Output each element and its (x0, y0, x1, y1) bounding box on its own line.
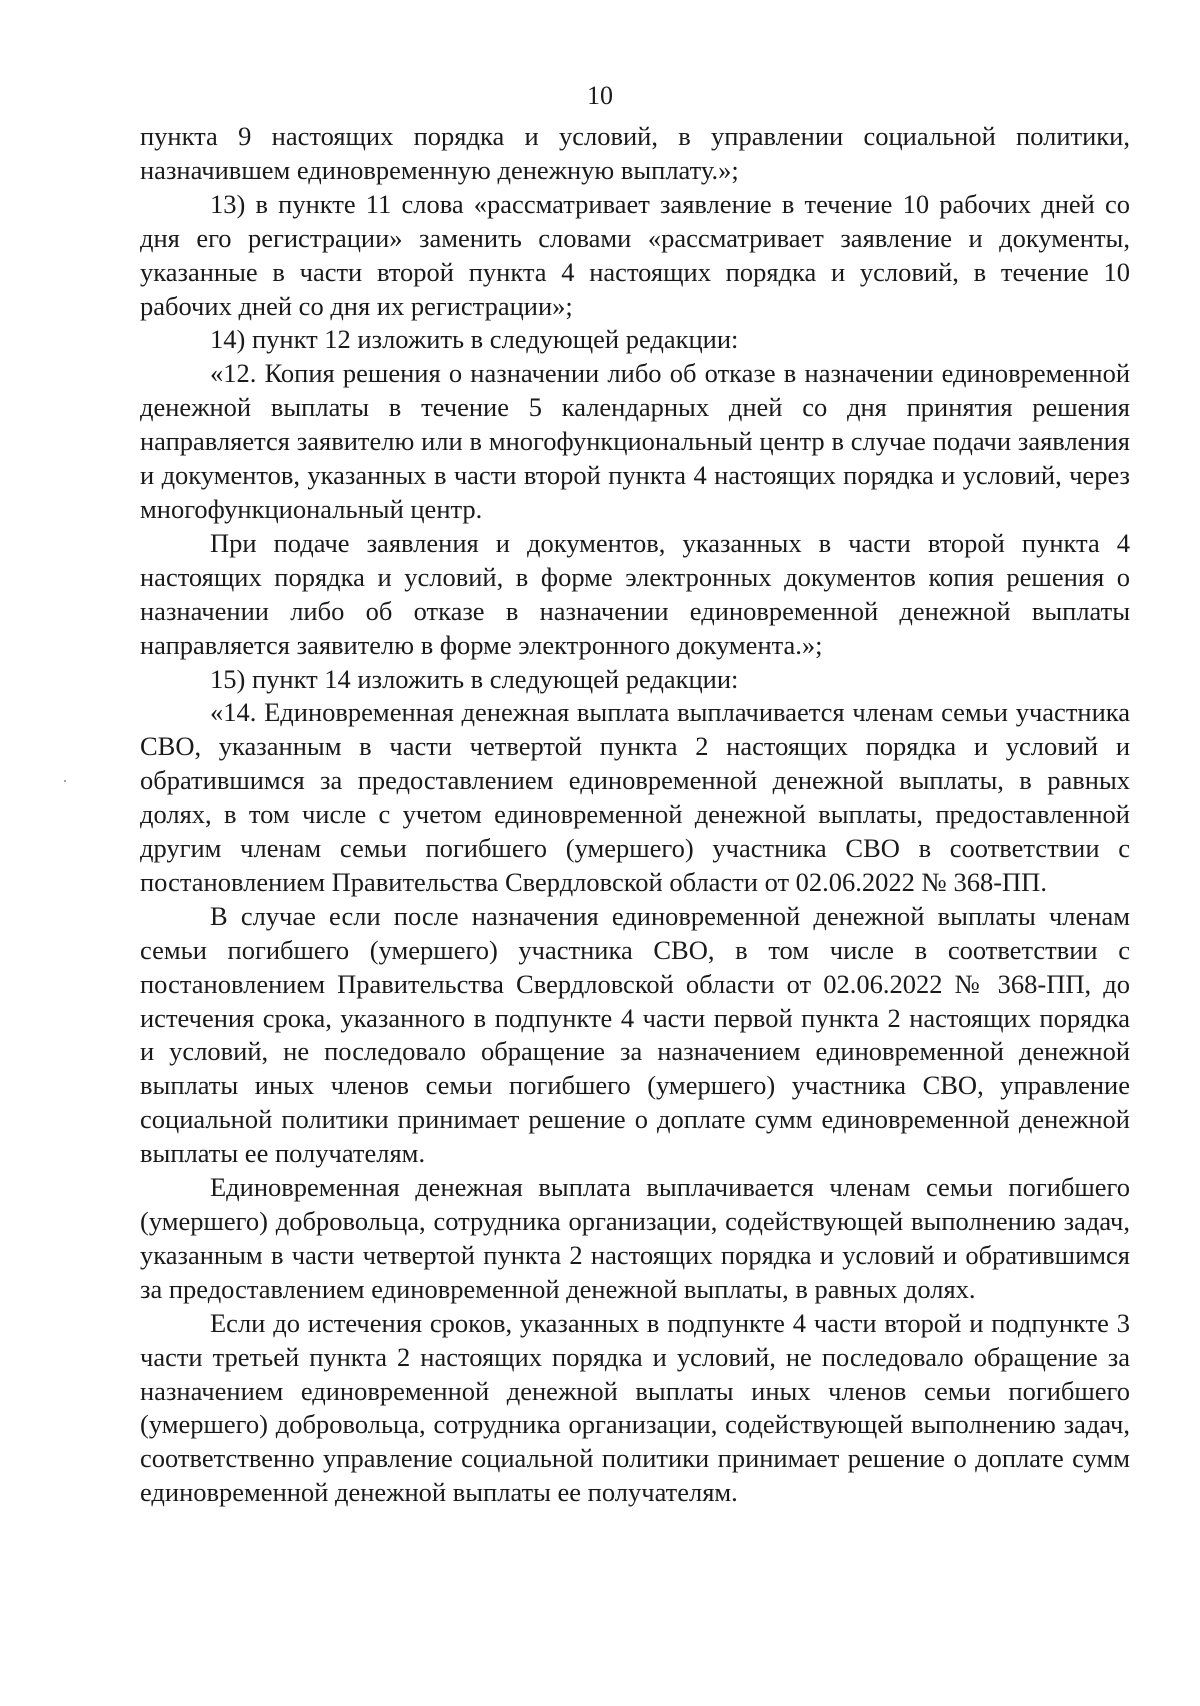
page-number: 10 (587, 81, 613, 110)
paragraph-clause-14-volunteers-surcharge: Если до истечения сроков, указанных в подпункте 4 части второй и подпункте 3 части третьей пункта 2 настоящих порядка и условий, не последовало обращение за назначением единовременной денежной выплаты иных членов семьи погибшего (умершего) добровольца, сотрудника организации, содействующей выполнению задач, соответственно управление социальной политики принимает решение о доплате сумм единовременной денежной выплаты ее получателям. (140, 1307, 1130, 1508)
paragraph-clause-12: «12. Копия решения о назначении либо об отказе в назначении единовременной денежной выплаты в течение 5 календарных дней со дня принятия решения направляется заявителю или в многофункциональный центр в случае подачи заявления и документов, указанных в части второй пункта 4 настоящих порядка и условий, через многофункциональный центр. (140, 358, 1130, 524)
paragraph-item-13: 13) в пункте 11 слова «рассматривает заявление в течение 10 рабочих дней со дня его регистрации» заменить словами «рассматривает заявление и документы, указанные в части второй пункта 4 настоящих порядка и условий, в течение 10 рабочих дней со дня их регистрации»; (140, 188, 1130, 321)
paragraph-clause-14: «14. Единовременная денежная выплата выплачивается членам семьи участника СВО, указанным в части четвертой пункта 2 настоящих порядка и условий и обратившимся за предоставлением единовременной денежной выплаты, в равных долях, в том числе с учетом единовременной денежной выплаты, предоставленной другим членам семьи погибшего (умершего) участника СВО в соответствии с постановлением Правительства Свердловской области от 02.06.2022 № 368-ПП. (140, 697, 1130, 897)
scan-speck (64, 780, 66, 782)
paragraph-continuation: пункта 9 настоящих порядка и условий, в управлении социальной политики, назначившем единовременную денежную выплату.»; (140, 121, 1130, 185)
paragraph-item-14: 14) пункт 12 изложить в следующей редакции: (210, 324, 739, 355)
paragraph-item-15: 15) пункт 14 изложить в следующей редакции: (210, 663, 739, 694)
document-body (140, 120, 1130, 1510)
paragraph-clause-14-volunteers: Единовременная денежная выплата выплачивается членам семьи погибшего (умершего) добровольца, сотрудника организации, содействующей выполнению задач, указанным в части четвертой пункта 2 настоящих порядка и условий и обратившимся за предоставлением единовременной денежной выплаты, в равных долях. (140, 1172, 1130, 1304)
paragraph-clause-14-surcharge: В случае если после назначения единовременной денежной выплаты членам семьи погибшего (умершего) участника СВО, в том числе в соответствии с постановлением Правительства Свердловской области от 02.06.2022 № 368-ПП, до истечения срока, указанного в подпункте 4 части первой пункта 2 настоящих порядка и условий, не последовало обращение за назначением единовременной денежной выплаты иных членов семьи погибшего (умершего) участника СВО, управление социальной политики принимает решение о доплате сумм единовременной денежной выплаты ее получателям. (140, 900, 1130, 1169)
paragraph-clause-12-electronic: При подаче заявления и документов, указанных в части второй пункта 4 настоящих порядка и условий, в форме электронных документов копия решения о назначении либо об отказе в назначении единовременной денежной выплаты направляется заявителю в форме электронного документа.»; (140, 527, 1130, 660)
